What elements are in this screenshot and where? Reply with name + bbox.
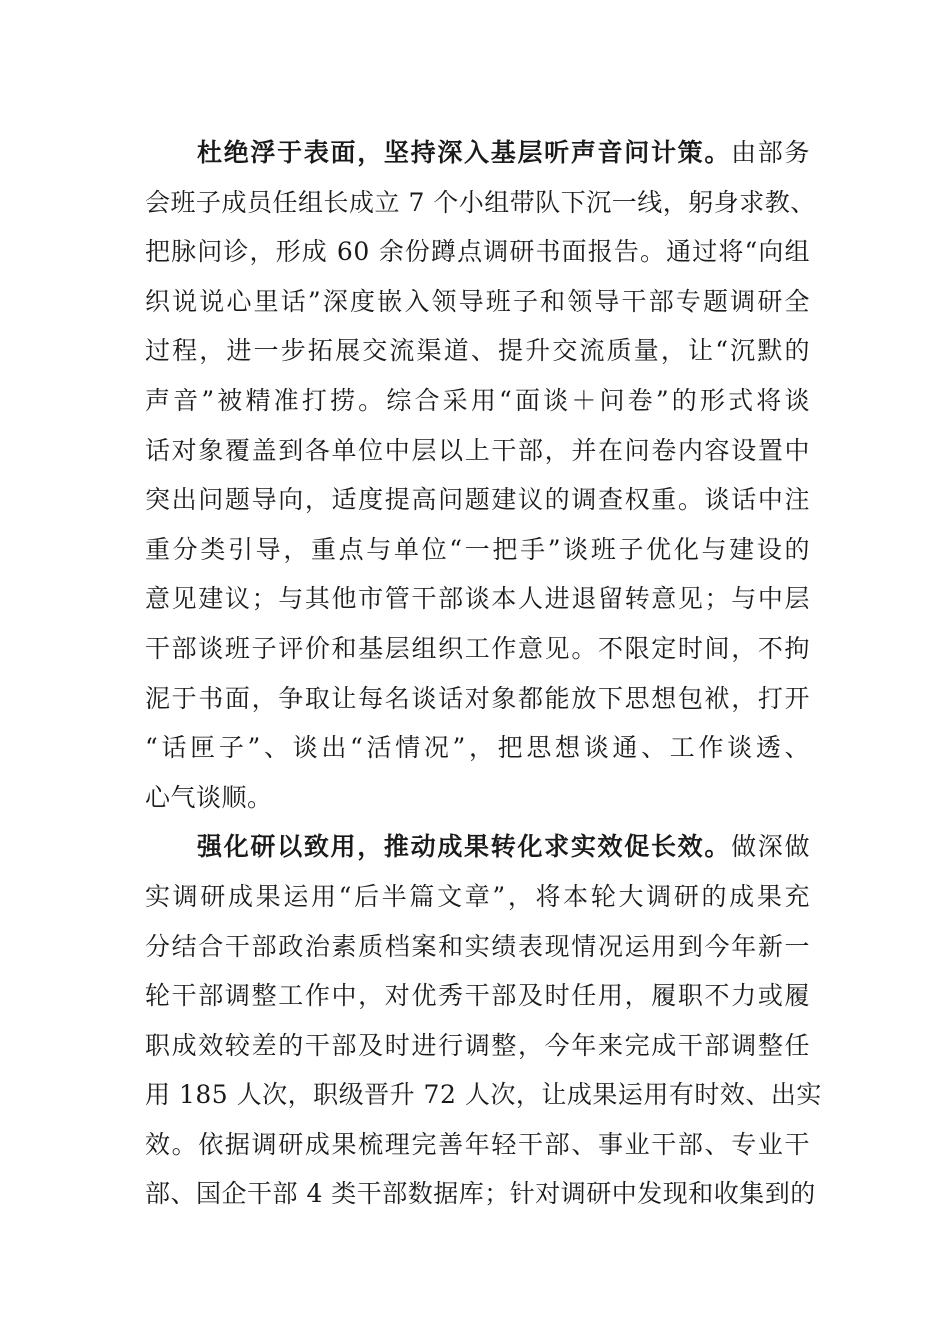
line-text: 由部务 [731,138,810,167]
text-line [145,128,810,178]
text-line: 过程，进一步拓展交流渠道、提升交流质量，让“沉默的 [145,336,810,366]
text-line: 会班子成员任组长成立 7 个小组带队下沉一线，躬身求教、 [145,187,816,217]
line-text: 做深做 [731,832,810,862]
text-line: 用 185 人次，职级晋升 72 人次，让成果运用有时效、出实 [145,1080,822,1110]
text-line: 泥于书面，争取让每名谈话对象都能放下思想包袱，打开 [145,683,810,713]
text-line [145,822,810,872]
paragraph-2 [145,822,822,1219]
paragraph-heading: 杜绝浮于表面，坚持深入基层听声音问计策。 [197,138,732,167]
text-line: 意见建议；与其他市管干部谈本人进退留转意见；与中层 [145,584,810,614]
text-line: 心气谈顺。 [145,782,273,812]
text-line: 实调研成果运用“后半篇文章”，将本轮大调研的成果充 [145,881,810,911]
text-line: 重分类引导，重点与单位“一把手”谈班子优化与建设的 [145,534,810,564]
text-line: 突出问题导向，适度提高问题建议的调查权重。谈话中注 [145,485,810,515]
paragraph-heading: 强化研以致用，推动成果转化求实效促长效。 [197,832,732,862]
text-line: 职成效较差的干部及时进行调整，今年来完成干部调整任 [145,1030,810,1060]
text-line: 把脉问诊，形成 60 余份蹲点调研书面报告。通过将“向组 [145,237,810,267]
document-body [145,128,822,1219]
text-line: 声音”被精准打捞。综合采用“面谈＋问卷”的形式将谈 [145,385,810,415]
text-line: 部、国企干部 4 类干部数据库；针对调研中发现和收集到的 [145,1179,816,1209]
text-line: 轮干部调整工作中，对优秀干部及时任用，履职不力或履 [145,981,810,1011]
text-line: 分结合干部政治素质档案和实绩表现情况运用到今年新一 [145,931,810,961]
text-line: “话匣子”、谈出“活情况”，把思想谈通、工作谈透、 [145,733,810,763]
text-line: 话对象覆盖到各单位中层以上干部，并在问卷内容设置中 [145,435,810,465]
text-line: 干部谈班子评价和基层组织工作意见。不限定时间，不拘 [145,633,810,663]
text-line: 效。依据调研成果梳理完善年轻干部、事业干部、专业干 [145,1129,810,1159]
text-line: 织说说心里话”深度嵌入领导班子和领导干部专题调研全 [145,286,810,316]
paragraph-1 [145,128,816,822]
